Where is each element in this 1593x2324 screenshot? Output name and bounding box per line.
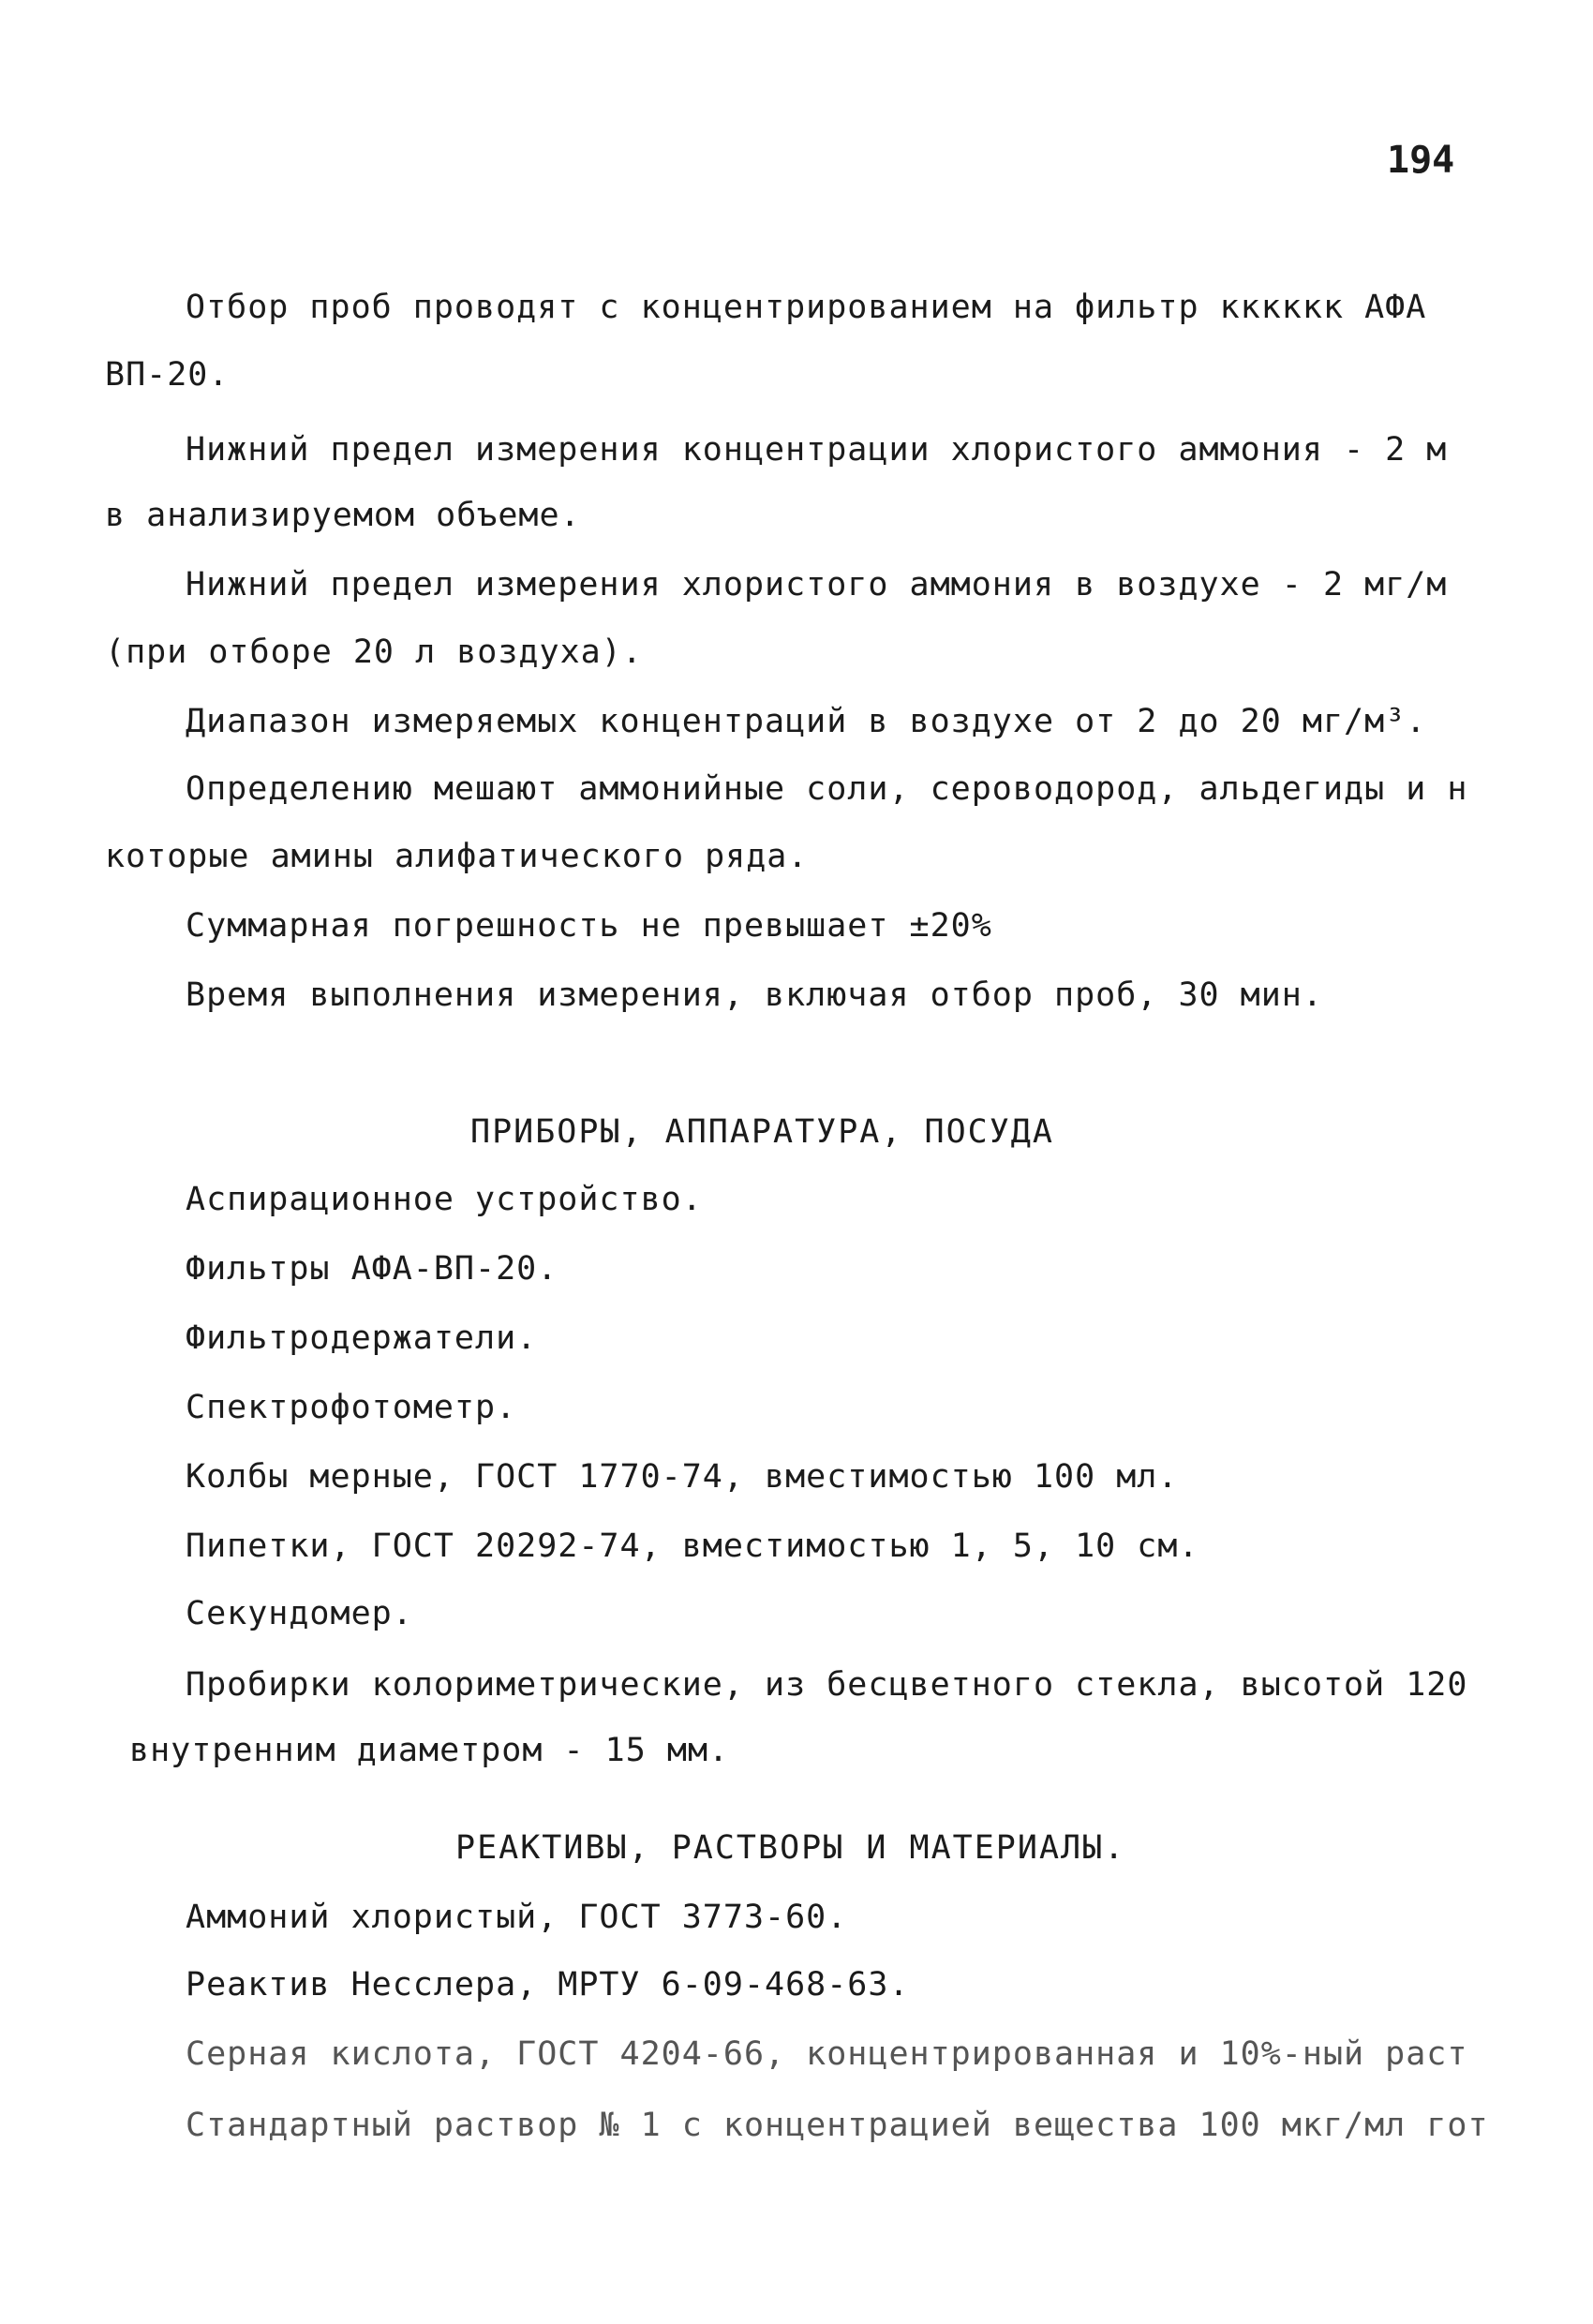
- equipment-line-3: Фильтродержатели.: [186, 1319, 538, 1357]
- page-number: 194: [1387, 139, 1455, 182]
- intro-line-1: Отбор проб проводят с концентрированием на фильтр кккккк АФА: [186, 289, 1427, 326]
- intro-line-6: (при отборе 20 л воздуха).: [105, 633, 643, 671]
- equipment-line-6: Пипетки, ГОСТ 20292-74, вместимостью 1, 5, 10 см.: [186, 1527, 1199, 1565]
- intro-line-3: Нижний предел измерения концентрации хлористого аммония - 2 м: [186, 431, 1448, 469]
- intro-line-7: Диапазон измеряемых концентраций в воздухе от 2 до 20 мг/м³.: [186, 703, 1427, 740]
- reagents-heading: РЕАКТИВЫ, РАСТВОРЫ И МАТЕРИАЛЫ.: [455, 1829, 1126, 1867]
- reagents-line-1: Аммоний хлористый, ГОСТ 3773-60.: [186, 1899, 848, 1936]
- reagents-line-2: Реактив Несслера, МРТУ 6-09-468-63.: [186, 1966, 910, 2004]
- equipment-line-7: Секундомер.: [186, 1595, 413, 1632]
- equipment-line-8: Пробирки колориметрические, из бесцветного стекла, высотой 120: [186, 1666, 1468, 1704]
- equipment-line-5: Колбы мерные, ГОСТ 1770-74, вместимостью 100 мл.: [186, 1458, 1179, 1496]
- intro-line-4: в анализируемом объеме.: [105, 497, 581, 534]
- reagents-line-4: Стандартный раствор № 1 с концентрацией вещества 100 мкг/мл гот: [186, 2107, 1489, 2144]
- reagents-line-3: Серная кислота, ГОСТ 4204-66, концентрированная и 10%-ный раст: [186, 2035, 1468, 2073]
- equipment-line-9: внутренним диаметром - 15 мм.: [129, 1732, 730, 1769]
- intro-line-5: Нижний предел измерения хлористого аммония в воздухе - 2 мг/м: [186, 566, 1448, 603]
- equipment-line-1: Аспирационное устройство.: [186, 1181, 703, 1218]
- intro-line-2: ВП-20.: [105, 356, 230, 394]
- equipment-heading: ПРИБОРЫ, АППАРАТУРА, ПОСУДА: [470, 1113, 1054, 1151]
- intro-line-9: которые амины алифатического ряда.: [105, 838, 809, 875]
- equipment-line-4: Спектрофотометр.: [186, 1389, 517, 1426]
- equipment-line-2: Фильтры АФА-ВП-20.: [186, 1250, 558, 1288]
- intro-line-11: Время выполнения измерения, включая отбор проб, 30 мин.: [186, 976, 1323, 1014]
- intro-line-10: Суммарная погрешность не превышает ±20%: [186, 907, 992, 945]
- intro-line-8: Определению мешают аммонийные соли, сероводород, альдегиды и н: [186, 770, 1468, 808]
